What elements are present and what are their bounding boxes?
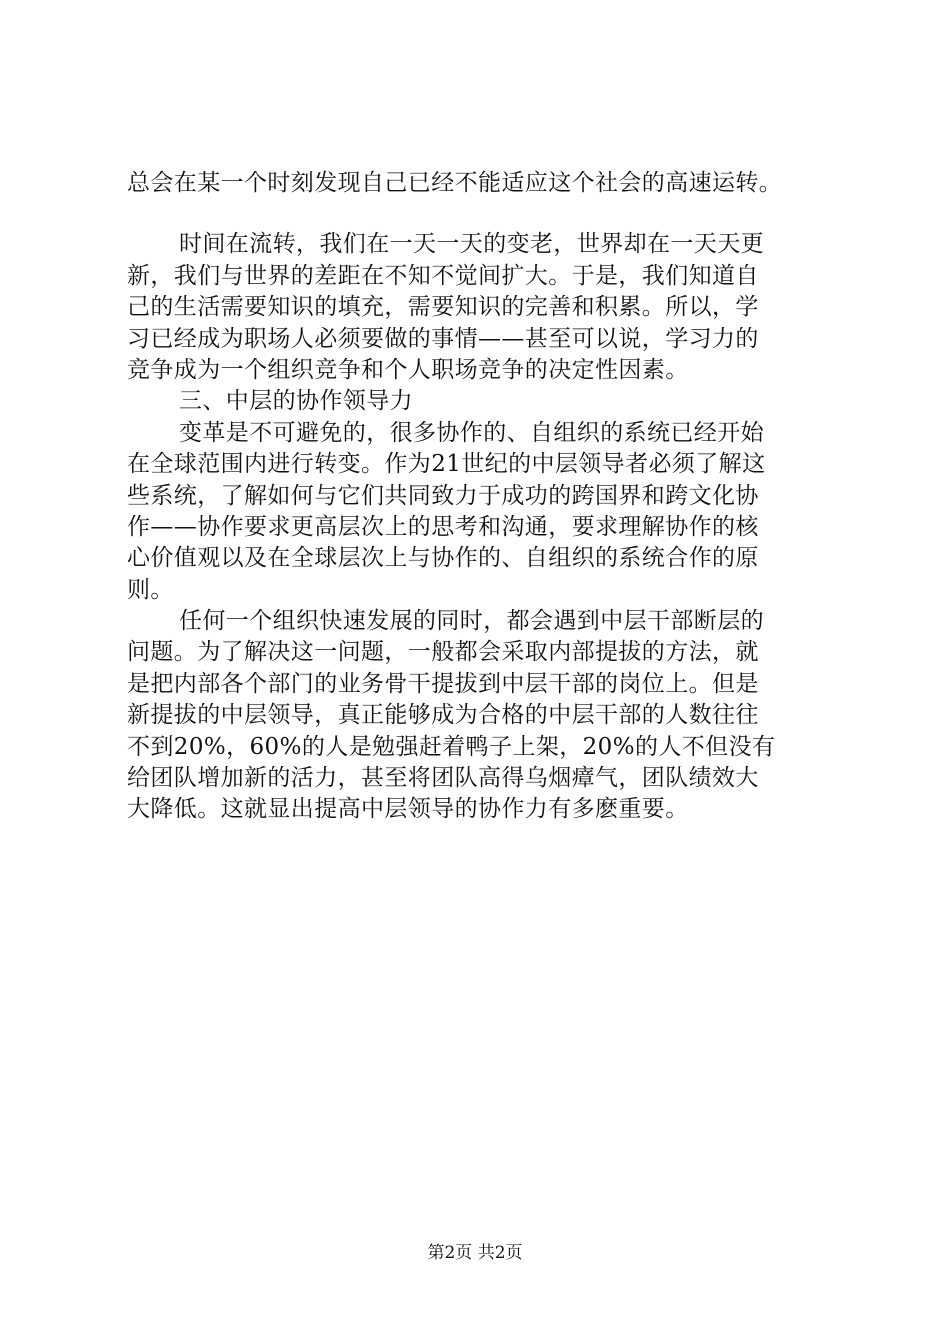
text-line: 竞争成为一个组织竞争和个人职场竞争的决定性因素。 xyxy=(127,356,689,383)
paragraph-change xyxy=(127,418,833,606)
page-number-label: 第2页 共2页 xyxy=(427,1243,523,1263)
paragraph-intro xyxy=(127,168,833,199)
text-line: 是把内部各个部门的业务骨干提拔到中层干部的岗位上。但是 xyxy=(127,670,759,697)
text-line: 新提拔的中层领导，真正能够成为合格的中层干部的人数往往 xyxy=(127,702,759,729)
text-line: 己的生活需要知识的填充，需要知识的完善和积累。所以，学 xyxy=(127,294,759,321)
text-line: 大降低。这就显出提高中层领导的协作力有多麽重要。 xyxy=(127,796,689,823)
text-line: 问题。为了解决这一问题，一般都会采取内部提拔的方法，就 xyxy=(127,639,759,666)
text-line: 些系统，了解如何与它们共同致力于成功的跨国界和跨文化协 xyxy=(127,482,759,509)
text-line: 作——协作要求更高层次上的思考和沟通，要求理解协作的核 xyxy=(127,513,759,540)
text-line: 心价值观以及在全球层次上与协作的、自组织的系统合作的原 xyxy=(127,545,759,572)
document-body xyxy=(127,168,833,826)
paragraph-learning xyxy=(127,229,833,386)
section-heading xyxy=(127,386,833,417)
text-line: 时间在流转，我们在一天一天的变老，世界却在一天天更 xyxy=(179,231,764,258)
text-line: 不到20%，60%的人是勉强赶着鸭子上架，20%的人不但没有 xyxy=(127,733,776,760)
page-footer xyxy=(0,1242,950,1264)
text-line: 给团队增加新的活力，甚至将团队高得乌烟瘴气，团队绩效大 xyxy=(127,765,759,792)
text-line: 总会在某一个时刻发现自己已经不能适应这个社会的高速运转。 xyxy=(127,170,783,196)
text-line: 任何一个组织快速发展的同时，都会遇到中层干部断层的 xyxy=(179,608,764,635)
text-line: 在全球范围内进行转变。作为21世纪的中层领导者必须了解这 xyxy=(127,451,766,478)
section-heading-text: 三、中层的协作领导力 xyxy=(179,388,413,415)
text-line: 则。 xyxy=(127,576,174,603)
text-line: 习已经成为职场人必须要做的事情——甚至可以说，学习力的 xyxy=(127,325,759,352)
text-line: 变革是不可避免的，很多协作的、自组织的系统已经开始 xyxy=(179,419,764,446)
paragraph-spacer xyxy=(127,199,833,229)
paragraph-middle-management xyxy=(127,606,833,826)
text-line: 新，我们与世界的差距在不知不觉间扩大。于是，我们知道自 xyxy=(127,262,759,289)
